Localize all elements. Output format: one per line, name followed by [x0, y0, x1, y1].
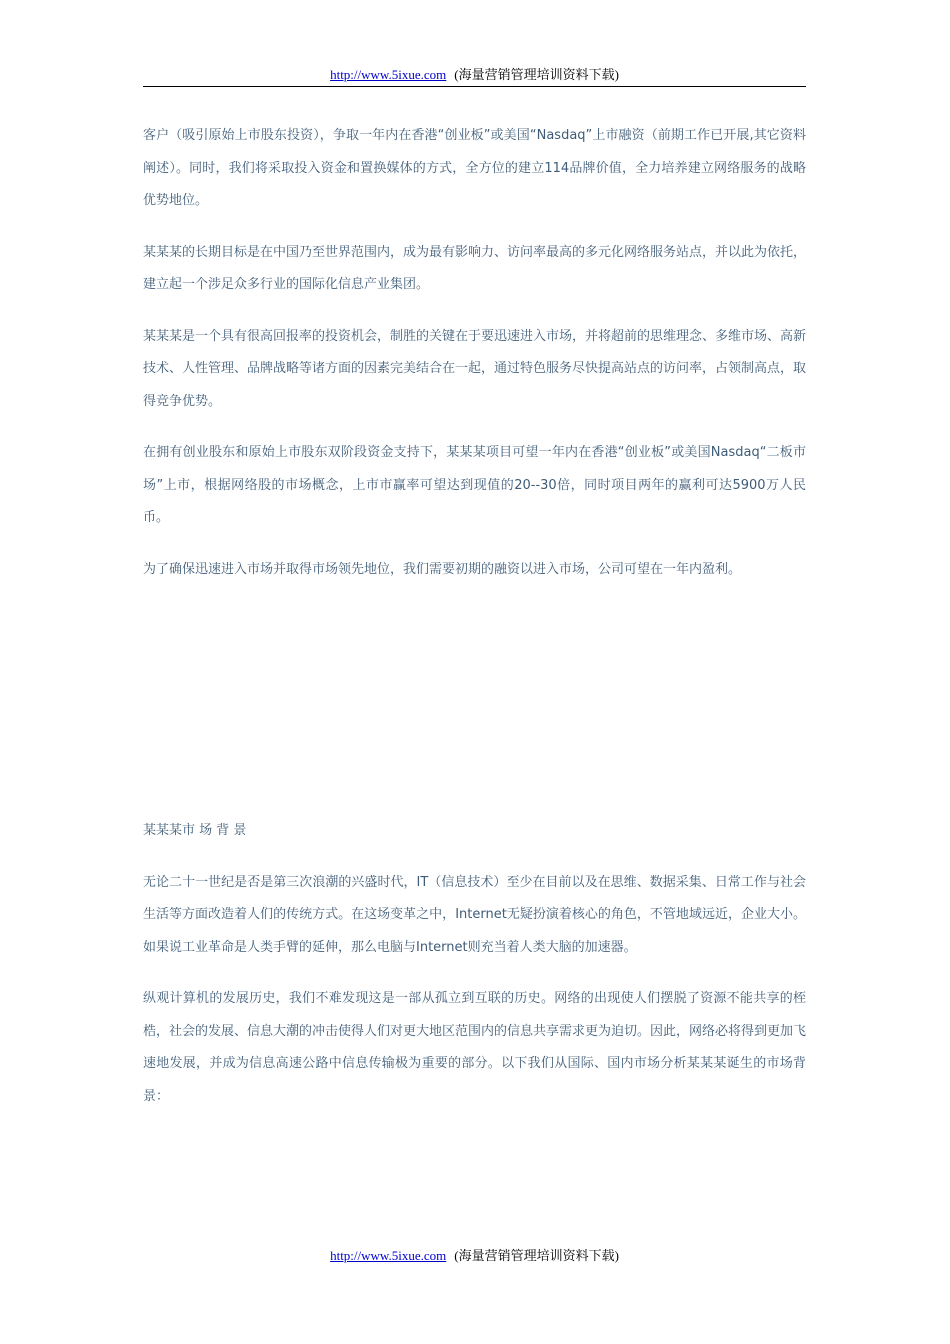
page-footer	[143, 1247, 806, 1265]
paragraph-listing-plan: 在拥有创业股东和原始上市股东双阶段资金支持下，某某某项目可望一年内在香港“创业板”或美国Nasdaq“二板市场”上市，根据网络股的市场概念，上市市赢率可望达到现值的20--30倍，同时项目两年的赢利可达5900万人民币。	[143, 445, 806, 525]
paragraph-network-history: 纵观计算机的发展历史，我们不难发现这是一部从孤立到互联的历史。网络的出现使人们摆脱了资源不能共享的桎梏，社会的发展、信息大潮的冲击使得人们对更大地区范围内的信息共享需求更为迫切。因此，网络必将得到更加飞速地发展，并成为信息高速公路中信息传输极为重要的部分。以下我们从国际、国内市场分析某某某诞生的市场背景：	[143, 991, 807, 1104]
section-heading: 某某某市 场 背 景	[143, 823, 247, 838]
paragraph-investment-opportunity: 某某某是一个具有很高回报率的投资机会，制胜的关键在于要迅速进入市场，并将超前的思维理念、多维市场、高新技术、人性管理、品牌战略等诸方面的因素完美结合在一起，通过特色服务尽快提高站点的访问率，占领制高点，取得竞争优势。	[143, 328, 807, 409]
header-url-link[interactable]: http://www.5ixue.com	[330, 67, 447, 82]
content-block-top	[143, 120, 806, 586]
paragraph-it-revolution: 无论二十一世纪是否是第三次浪潮的兴盛时代，IT（信息技术）至少在目前以及在思维、数据采集、日常工作与社会生活等方面改造着人们的传统方式。在这场变革之中，Internet无疑扮演着核心的角色，不管地域远近，企业大小。如果说工业革命是人类手臂的延伸，那么电脑与Internet则充当着人类大脑的加速器。	[143, 874, 806, 955]
footer-note: (海量营销管理培训资料下载)	[454, 1248, 619, 1263]
footer-url-link[interactable]: http://www.5ixue.com	[330, 1248, 447, 1263]
paragraph-profit-outlook: 为了确保迅速进入市场并取得市场领先地位，我们需要初期的融资以进入市场，公司可望在一年内盈利。	[143, 561, 742, 577]
paragraph-financing: 客户（吸引原始上市股东投资），争取一年内在香港“创业板”或美国“Nasdaq”上市融资（前期工作已开展,其它资料阐述）。同时，我们将采取投入资金和置换媒体的方式，全方位的建立114品牌价值，全力培养建立网络服务的战略优势地位。	[143, 128, 806, 208]
content-block-market-background	[143, 815, 806, 1113]
page-header	[143, 66, 806, 87]
header-note: (海量营销管理培训资料下载)	[454, 67, 619, 82]
paragraph-long-term-goal: 某某某的长期目标是在中国乃至世界范围内，成为最有影响力、访问率最高的多元化网络服务站点，并以此为依托，建立起一个涉足众多行业的国际化信息产业集团。	[143, 244, 807, 292]
